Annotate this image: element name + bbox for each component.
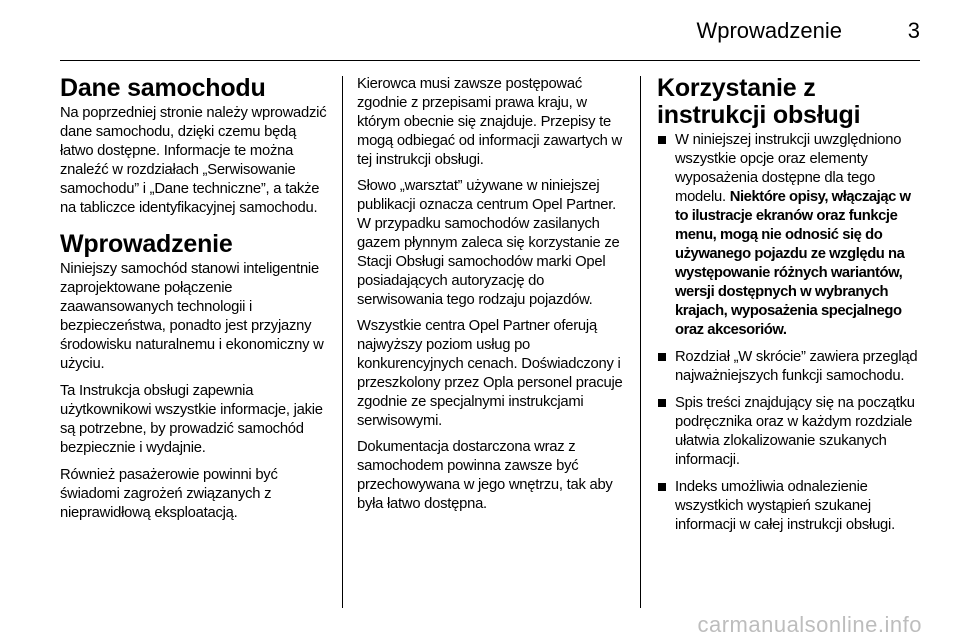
column-right — [657, 75, 925, 543]
page-number: 3 — [907, 18, 920, 43]
square-bullet-icon — [658, 353, 666, 361]
paragraph-documentation: Dokumentacja dostarczona wraz z samochodem powinna zawsze być przechowywana w jego wnętrzu, tak aby była łatwo dostępna. — [357, 439, 613, 512]
bullet-list — [657, 131, 925, 535]
list-item — [657, 348, 925, 386]
square-bullet-icon — [658, 136, 666, 144]
paragraph-intro-3: Również pasażerowie powinni być świadomi zagrożeń związanych z nieprawidłową eksploatacją. — [60, 467, 278, 521]
list-item-text: Rozdział „W skrócie” zawiera przegląd najważniejszych funkcji samochodu. — [675, 349, 918, 384]
paragraph-vehicle-data: Na poprzedniej stronie należy wprowadzić dane samochodu, dzięki czemu będą łatwo dostępne. Informacje te można znaleźć w rozdziałach „Serwisowanie samochodu” i „Dane techniczne”, a także na tabliczce identyfikacyjnej samochodu. — [60, 105, 327, 216]
square-bullet-icon — [658, 483, 666, 491]
list-item — [657, 394, 925, 470]
paragraph-workshop: Słowo „warsztat” używane w niniejszej publikacji oznacza centrum Opel Partner. W przypadku samochodów zasilanych gazem płynnym zaleca się korzystanie ze Stacji Obsługi samochodów marki Opel posiadających autoryzację do serwisowania tego rodzaju pojazdów. — [357, 178, 620, 308]
list-item-text: Spis treści znajdujący się na początku podręcznika oraz w każdym rozdziale ułatwia zlokalizowanie szukanych informacji. — [675, 395, 915, 468]
column-divider-left — [342, 76, 343, 608]
list-item-bold-text: Niektóre opisy, włączając w to ilustracje ekranów oraz funkcje menu, mogą nie odnosić się do używanego pojazdu ze względu na występowanie różnych wariantów, wersji dostępnych w wybranych krajach, wyposażenia specjalnego oraz akcesoriów. — [675, 189, 911, 338]
list-item-text: W niniejszej instrukcji uwzględniono wszystkie opcje oraz elementy wyposażenia dostępne dla tego modelu. — [675, 132, 902, 205]
heading-using-manual: Korzystanie z instrukcji obsługi — [657, 74, 861, 129]
header-divider — [60, 60, 920, 61]
column-divider-right — [640, 76, 641, 608]
paragraph-intro-2: Ta Instrukcja obsługi zapewnia użytkownikowi wszystkie informacje, jakie są potrzebne, by prowadzić samochód bezpiecznie i wydajnie. — [60, 383, 323, 456]
list-item — [657, 131, 925, 340]
column-left — [60, 75, 332, 531]
square-bullet-icon — [658, 399, 666, 407]
heading-vehicle-data: Dane samochodu — [60, 74, 266, 102]
paragraph-driver-laws: Kierowca musi zawsze postępować zgodnie z przepisami prawa kraju, w którym obecnie się znajduje. Przepisy te mogą odbiegać od informacji zawartych w tej instrukcji obsługi. — [357, 76, 622, 168]
paragraph-intro-1: Niniejszy samochód stanowi inteligentnie zaprojektowane połączenie zaawansowanych technologii i bezpieczeństwa, ponadto jest przyjazny środowisku naturalnemu i ekonomiczny w użyciu. — [60, 261, 324, 372]
column-middle — [357, 75, 631, 521]
list-item — [657, 478, 925, 535]
list-item-text: Indeks umożliwia odnalezienie wszystkich wystąpień szukanej informacji w całej instrukcji obsługi. — [675, 479, 895, 533]
page-header — [0, 0, 960, 62]
watermark-text: carmanualsonline.info — [697, 612, 922, 637]
running-title: Wprowadzenie — [696, 18, 842, 43]
heading-introduction: Wprowadzenie — [60, 230, 233, 258]
paragraph-opel-partner: Wszystkie centra Opel Partner oferują najwyższy poziom usług po konkurencyjnych cenach. Doświadczony i przeszkolony przez Opla personel pracuje zgodnie ze specjalnymi instrukcjami serwisowymi. — [357, 318, 623, 429]
